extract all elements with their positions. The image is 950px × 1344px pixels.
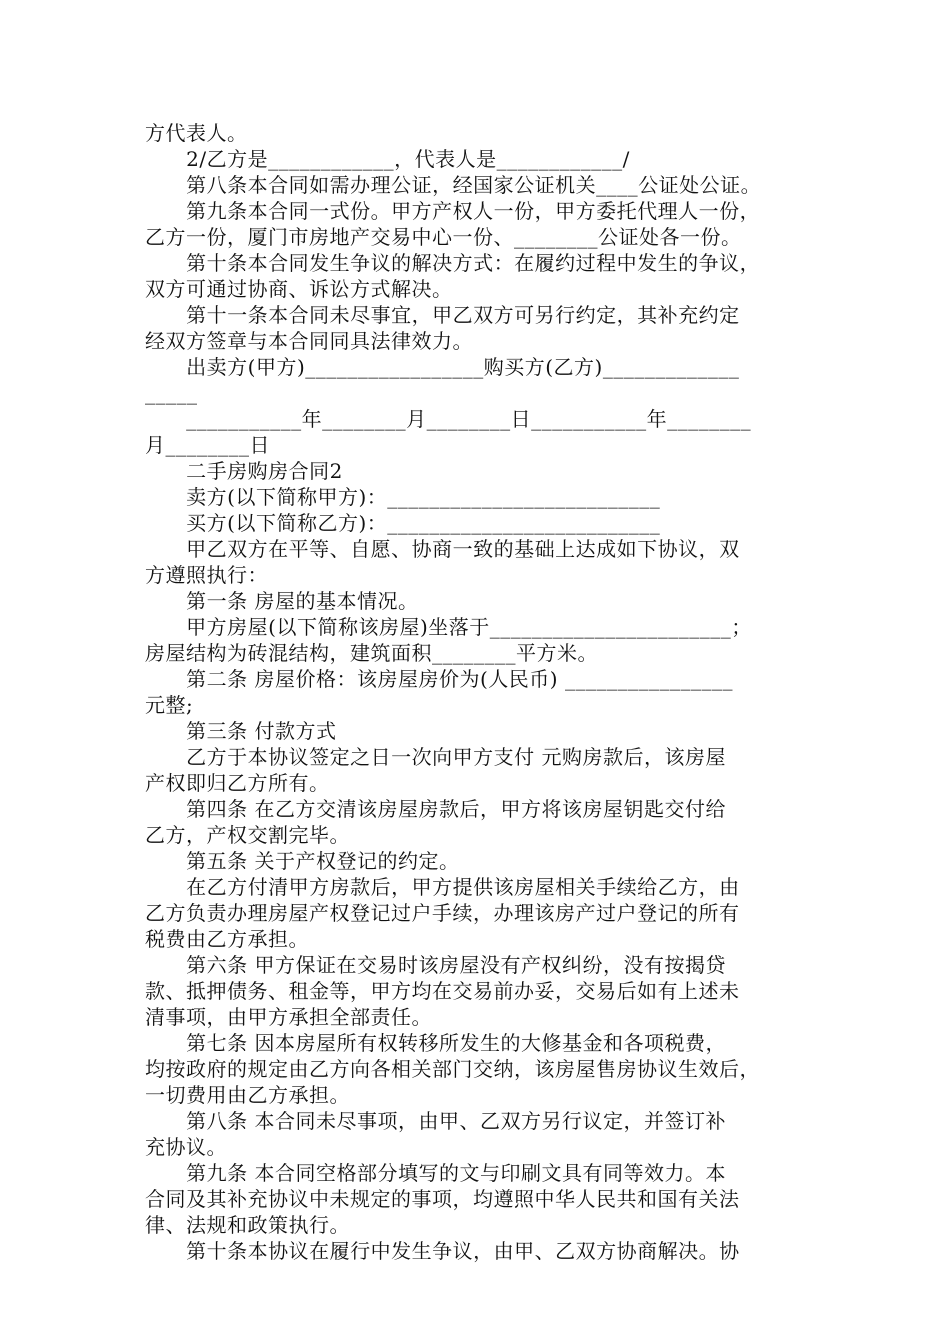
text-line: 甲方房屋(以下简称该房屋)坐落于_______________________； [145,615,752,639]
text-line: 乙方负责办理房屋产权登记过户手续，办理该房产过户登记的所有 [145,901,740,925]
text-line: 合同及其补充协议中未规定的事项，均遵照中华人民共和国有关法 [145,1187,740,1211]
text-line: 产权即归乙方所有。 [145,771,330,795]
text-line: 第十条本合同发生争议的解决方式：在履约过程中发生的争议， [145,251,761,275]
text-line: 第十条本协议在履行中发生争议，由甲、乙双方协商解决。协 [145,1239,740,1263]
text-line: 房屋结构为砖混结构，建筑面积________平方米。 [145,641,598,665]
text-line: 款、抵押债务、租金等，甲方均在交易前办妥，交易后如有上述未 [145,979,740,1003]
text-line: 元整; [145,693,194,717]
text-line: 买方(以下简称乙方)：__________________________ [145,511,661,535]
text-line: 律、法规和政策执行。 [145,1213,350,1237]
text-line: 经双方签章与本合同同具法律效力。 [145,329,473,353]
text-line: 方遵照执行： [145,563,268,587]
text-line: 月________日 [145,433,270,457]
text-line: 第八条本合同如需办理公证，经国家公证机关____公证处公证。 [145,173,762,197]
text-line: 充协议。 [145,1135,227,1159]
text-line: 方代表人。 [145,121,248,145]
text-line: 乙方，产权交割完毕。 [145,823,350,847]
text-line: 乙方于本协议签定之日一次向甲方支付 元购房款后，该房屋 [145,745,727,769]
text-line: 第三条 付款方式 [145,719,337,743]
text-line: 在乙方付清甲方房款后，甲方提供该房屋相关手续给乙方，由 [145,875,740,899]
text-line: 第四条 在乙方交清该房屋房款后，甲方将该房屋钥匙交付给 [145,797,727,821]
text-line: 乙方一份，厦门市房地产交易中心一份、________公证处各一份。 [145,225,742,249]
text-line: 第六条 甲方保证在交易时该房屋没有产权纠纷，没有按揭贷 [145,953,727,977]
text-line: 第七条 因本房屋所有权转移所发生的大修基金和各项税费， [145,1031,727,1055]
text-line: 清事项，由甲方承担全部责任。 [145,1005,432,1029]
text-line: 第五条 关于产权登记的约定。 [145,849,460,873]
text-line: 2/乙方是____________，代表人是____________/ [145,147,630,171]
text-line: 第二条 房屋价格：该房屋房价为(人民币) ________________ [145,667,733,691]
text-line: 税费由乙方承担。 [145,927,309,951]
text-line: 双方可通过协商、诉讼方式解决。 [145,277,453,301]
text-line: ___________年________月________日___________年________ [145,407,752,431]
text-line: 甲乙双方在平等、自愿、协商一致的基础上达成如下协议，双 [145,537,740,561]
text-line: 第九条本合同一式份。甲方产权人一份，甲方委托代理人一份， [145,199,761,223]
text-line: _____ [145,381,198,405]
document-body [145,120,809,1264]
text-line: 出卖方(甲方)_________________购买方(乙方)_____________ [145,355,740,379]
text-line: 第九条 本合同空格部分填写的文与印刷文具有同等效力。本 [145,1161,727,1185]
text-line: 一切费用由乙方承担。 [145,1083,350,1107]
text-line: 第八条 本合同未尽事项，由甲、乙双方另行议定，并签订补 [145,1109,727,1133]
text-line: 第一条 房屋的基本情况。 [145,589,419,613]
text-line: 第十一条本合同未尽事宜，甲乙双方可另行约定，其补充约定 [145,303,740,327]
text-line: 二手房购房合同2 [145,459,343,483]
text-line: 均按政府的规定由乙方向各相关部门交纳，该房屋售房协议生效后， [145,1057,760,1081]
text-line: 卖方(以下简称甲方)：__________________________ [145,485,661,509]
